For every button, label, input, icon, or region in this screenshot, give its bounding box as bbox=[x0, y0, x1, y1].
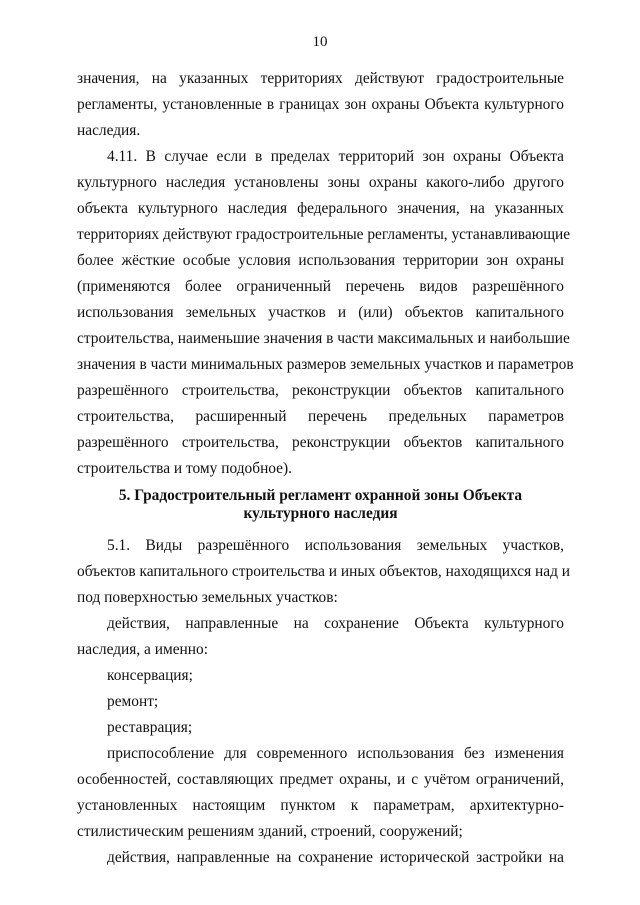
text-line: установленных настоящим пунктом к параметрам, архитектурно- bbox=[77, 797, 564, 814]
page-number: 10 bbox=[312, 34, 328, 50]
text-line: стилистическим решениям зданий, строений, сооружений; bbox=[77, 823, 463, 840]
list-item: реставрация; bbox=[107, 719, 193, 736]
text-line: значения, на указанных территориях действуют градостроительные bbox=[77, 70, 564, 87]
heading-line: культурного наследия bbox=[243, 505, 398, 522]
text-line: использования земельных участков и (или) объектов капитального bbox=[77, 304, 564, 321]
paragraph-continuation bbox=[77, 66, 564, 144]
text-line: объектов капитального строительства и иных объектов, находящихся над и bbox=[77, 563, 571, 580]
text-line: территориях действуют градостроительные регламенты, устанавливающие bbox=[77, 226, 571, 243]
text-line: особенностей, составляющих предмет охраны, и с учётом ограничений, bbox=[77, 771, 564, 788]
list-item: консервация; bbox=[107, 667, 193, 684]
list-item: ремонт; bbox=[107, 693, 159, 710]
text-line: 5.1. Виды разрешённого использования земельных участков, bbox=[107, 537, 564, 554]
paragraph-5-1 bbox=[77, 533, 571, 611]
text-line: наследия. bbox=[77, 122, 141, 139]
paragraph-4-11 bbox=[77, 144, 574, 482]
paragraph-historic-buildings bbox=[77, 845, 564, 871]
text-line: строительства, расширенный перечень предельных параметров bbox=[77, 408, 564, 425]
text-line: строительства и тому подобное). bbox=[77, 460, 292, 477]
section-heading bbox=[77, 487, 564, 523]
text-line: наследия, а именно: bbox=[77, 641, 208, 658]
text-line: 4.11. В случае если в пределах территорий зон охраны Объекта bbox=[107, 148, 564, 165]
paragraph-adaptation bbox=[77, 741, 564, 845]
text-line: (применяются более ограниченный перечень видов разрешённого bbox=[77, 278, 564, 295]
text-line: действия, направленные на сохранение Объекта культурного bbox=[107, 615, 564, 632]
text-line: объекта культурного наследия федерального значения, на указанных bbox=[77, 200, 564, 217]
text-line: действия, направленные на сохранение исторической застройки на bbox=[107, 849, 564, 866]
text-line: приспособление для современного использования без изменения bbox=[107, 745, 564, 762]
text-line: регламенты, установленные в границах зон охраны Объекта культурного bbox=[77, 96, 564, 113]
text-line: более жёсткие особые условия использования территории зон охраны bbox=[77, 252, 564, 269]
text-line: значения в части минимальных размеров земельных участков и параметров bbox=[77, 356, 574, 373]
paragraph-actions bbox=[77, 611, 564, 663]
heading-line: 5. Градостроительный регламент охранной зоны Объекта bbox=[118, 487, 523, 504]
text-line: культурного наследия установлены зоны охраны какого-либо другого bbox=[77, 174, 564, 191]
document-body bbox=[77, 66, 574, 871]
text-line: под поверхностью земельных участков: bbox=[77, 589, 338, 606]
text-line: строительства, наименьшие значения в части максимальных и наибольшие bbox=[77, 330, 570, 347]
text-line: разрешённого строительства, реконструкции объектов капитального bbox=[77, 434, 564, 451]
text-line: разрешённого строительства, реконструкции объектов капитального bbox=[77, 382, 564, 399]
